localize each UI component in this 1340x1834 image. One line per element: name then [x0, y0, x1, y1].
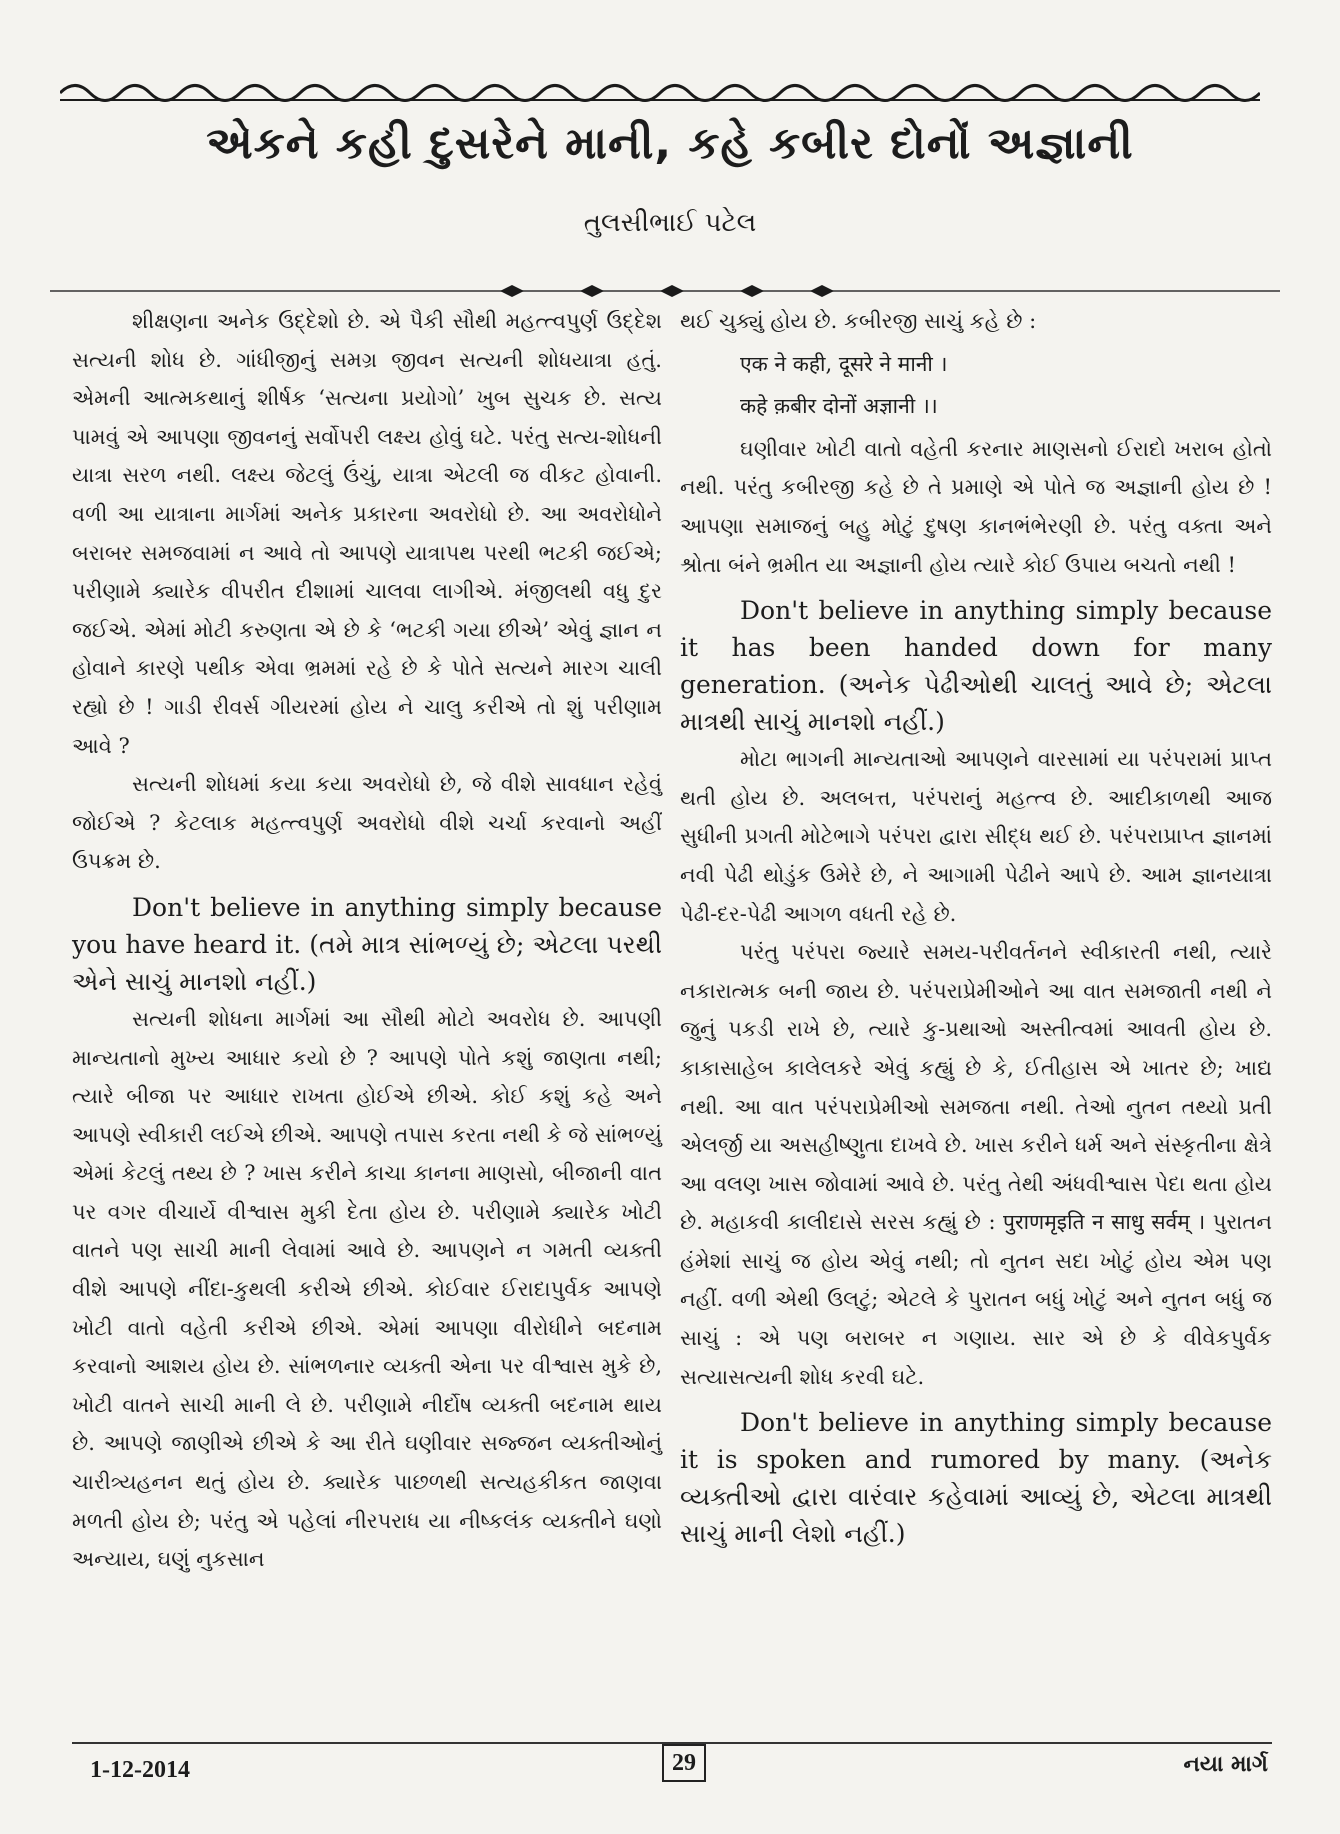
paragraph: ઘણીવાર ખોટી વાતો વહેતી કરનાર માણસનો ઈરાદો ખરાબ હોતો નથી. પરંતુ કબીરજી કહે છે તે પ્રમાણે એ પોતે જ અજ્ઞાની હોય છે ! આપણા સમાજનું બહુ મોટું દુષણ કાનભંભેરણી છે. પરંતુ વક્તા અને શ્રોતા બંને ભ્રમીત યા અજ્ઞાની હોય ત્યારે કોઈ ઉપાય બચતો નથી ! [680, 436, 1272, 577]
decorative-border [60, 78, 1260, 108]
poem-line: कहे क़बीर दोनों अज्ञानी ।। [740, 394, 938, 419]
title-divider [50, 280, 1280, 302]
paragraph: Don't believe in anything simply because it has been handed down for many generation. (અનેક પેઢીઓથી ચાલતું આવે છે; એટલા માત્રથી સાચું માનશો નહીં.) [680, 596, 1272, 737]
poem-line: एक ने कही, दूसरे ने मानी । [740, 351, 948, 376]
right-column [680, 302, 1272, 1552]
page-number: 29 [662, 1744, 706, 1782]
paragraph: સત્યની શોધના માર્ગમાં આ સૌથી મોટો અવરોધ છે. આપણી માન્યતાનો મુખ્ય આધાર કયો છે ? આપણે પોતે કશું જાણતા નથી; ત્યારે બીજા પર આધાર રાખતા હોઈએ છીએ. કોઈ કશું કહે અને આપણે સ્વીકારી લઈએ છીએ. આપણે તપાસ કરતા નથી કે જે સાંભળ્યું એમાં કેટલું તથ્ય છે ? ખાસ કરીને કાચા કાનના માણસો, બીજાની વાત પર વગર વીચાર્યે વીશ્વાસ મુકી દેતા હોય છે. પરીણામે ક્યારેક ખોટી વાતને પણ સાચી માની લેવામાં આવે છે. આપણને ન ગમતી વ્યક્તી વીશે આપણે નીંદા-કુથલી કરીએ છીએ. કોઈવાર ઈરાદાપુર્વક આપણે ખોટી વાતો વહેતી કરીએ છીએ. એમાં આપણા વીરોધીને બદનામ કરવાનો આશય હોય છે. સાંભળનાર વ્યક્તી એના પર વીશ્વાસ મુકે છે, ખોટી વાતને સાચી માની લે છે. પરીણામે નીર્દોષ વ્યક્તી બદનામ થાય છે. આપણે જાણીએ છીએ કે આ રીતે ઘણીવાર સજ્જન વ્યક્તીઓનું ચારીત્ર્યહનન થતું હોય છે. ક્યારેક પાછળથી સત્યહકીકત જાણવા મળતી હોય છે; પરંતુ એ પહેલાં નીરપરાધ યા નીષ્કલંક વ્યક્તીને ઘણો અન્યાય, ઘણું નુકસાન [72, 1006, 662, 1572]
author-name: તુલસીભાઈ પટેલ [583, 208, 757, 238]
issue-date: 1-12-2014 [90, 1757, 190, 1783]
paragraph: સત્યની શોધમાં કયા કયા અવરોધો છે, જે વીશે સાવધાન રહેવું જોઈએ ? કેટલાક મહત્ત્વપુર્ણ અવરોધો વીશે ચર્ચા કરવાનો અહીં ઉપક્રમ છે. [72, 772, 662, 874]
left-column [72, 302, 662, 1579]
paragraph: Don't believe in anything simply because you have heard it. (તમે માત્ર સાંભળ્યું છે; એટલા પરથી એને સાચું માનશો નહીં.) [72, 892, 662, 996]
paragraph: પરંતુ પરંપરા જ્યારે સમય-પરીવર્તનને સ્વીકારતી નથી, ત્યારે નકારાત્મક બની જાય છે. પરંપરાપ્રેમીઓને આ વાત સમજાતી નથી ને જુનું પકડી રાખે છે, ત્યારે કુ-પ્રથાઓ અસ્તીત્વમાં આવતી હોય છે. કાકાસાહેબ કાલેલકરે એવું કહ્યું છે કે, ઈતીહાસ એ ખાતર છે; ખાદ્ય નથી. આ વાત પરંપરાપ્રેમીઓ સમજતા નથી. તેઓ નુતન તથ્યો પ્રતી એલર્જી યા અસહીષ્ણુતા દાખવે છે. ખાસ કરીને ધર્મ અને સંસ્કૃતીના ક્ષેત્રે આ વલણ ખાસ જોવામાં આવે છે. પરંતુ તેથી અંધવીશ્વાસ પેદા થતા હોય છે. મહાકવી કાલીદાસે સરસ કહ્યું છે : पुराणमृइति न साधु सर्वम् । પુરાતન હંમેશાં સાચું જ હોય એવું નથી; તો નુતન સદા ખોટું હોય એમ પણ નહીં. વળી એથી ઉલટું; એટલે કે પુરાતન બધું ખોટું અને નુતન બધું જ સાચું : એ પણ બરાબર ન ગણાય. સાર એ છે કે વીવેકપુર્વક સત્યાસત્યની શોધ કરવી ઘટે. [680, 940, 1272, 1389]
paragraph: મોટા ભાગની માન્યતાઓ આપણને વારસામાં યા પરંપરામાં પ્રાપ્ત થતી હોય છે. અલબત્ત, પરંપરાનું મહત્ત્વ છે. આદીકાળથી આજ સુધીની પ્રગતી મોટેભાગે પરંપરા દ્વારા સીદ્ધ થઈ છે. પરંપરાપ્રાપ્ત જ્ઞાનમાં નવી પેઢી થોડુંક ઉમેરે છે, ને આગામી પેઢીને આપે છે. આમ જ્ઞાનયાત્રા પેઢી-દર-પેઢી આગળ વધતી રહે છે. [680, 747, 1272, 926]
magazine-name: નયા માર્ગ [1183, 1752, 1268, 1777]
article-title: એકને કહી દુસરેને માની, કહે કબીર દોનોં અજ્ઞાની [206, 118, 1134, 169]
paragraph: શીક્ષણના અનેક ઉદ્દેશો છે. એ પૈકી સૌથી મહત્ત્વપુર્ણ ઉદ્દેશ સત્યની શોધ છે. ગાંધીજીનું સમગ્ર જીવન સત્યની શોધયાત્રા હતું. એમની આત્મકથાનું શીર્ષક ‘સત્યના પ્રયોગો’ ખુબ સુચક છે. સત્ય પામવું એ આપણા જીવનનું સર્વોપરી લક્ષ્ય હોવું ઘટે. પરંતુ સત્ય-શોધની યાત્રા સરળ નથી. લક્ષ્ય જેટલું ઉંચું, યાત્રા એટલી જ વીકટ હોવાની. વળી આ યાત્રાના માર્ગમાં અનેક પ્રકારના અવરોધો છે. આ અવરોધોને બરાબર સમજવામાં ન આવે તો આપણે યાત્રાપથ પરથી ભટકી જઈએ; પરીણામે ક્યારેક વીપરીત દીશામાં ચાલવા લાગીએ. મંજીલથી વધુ દુર જઈએ. એમાં મોટી કરુણતા એ છે કે ‘ભટકી ગયા છીએ’ એવું જ્ઞાન ન હોવાને કારણે પથીક એવા ભ્રમમાં રહે છે કે પોતે સત્યને મારગ ચાલી રહ્યો છે ! ગાડી રીવર્સ ગીયરમાં હોય ને ચાલુ કરીએ તો શું પરીણામ આવે ? [72, 309, 662, 758]
paragraph: Don't believe in anything simply because it is spoken and rumored by many. (અનેક વ્યક્તીઓ દ્વારા વારંવાર કહેવામાં આવ્યું છે, એટલા માત્રથી સાચું માની લેશો નહીં.) [680, 1408, 1272, 1549]
paragraph: થઈ ચુક્યું હોય છે. કબીરજી સાચું કહે છે : [680, 309, 1037, 333]
